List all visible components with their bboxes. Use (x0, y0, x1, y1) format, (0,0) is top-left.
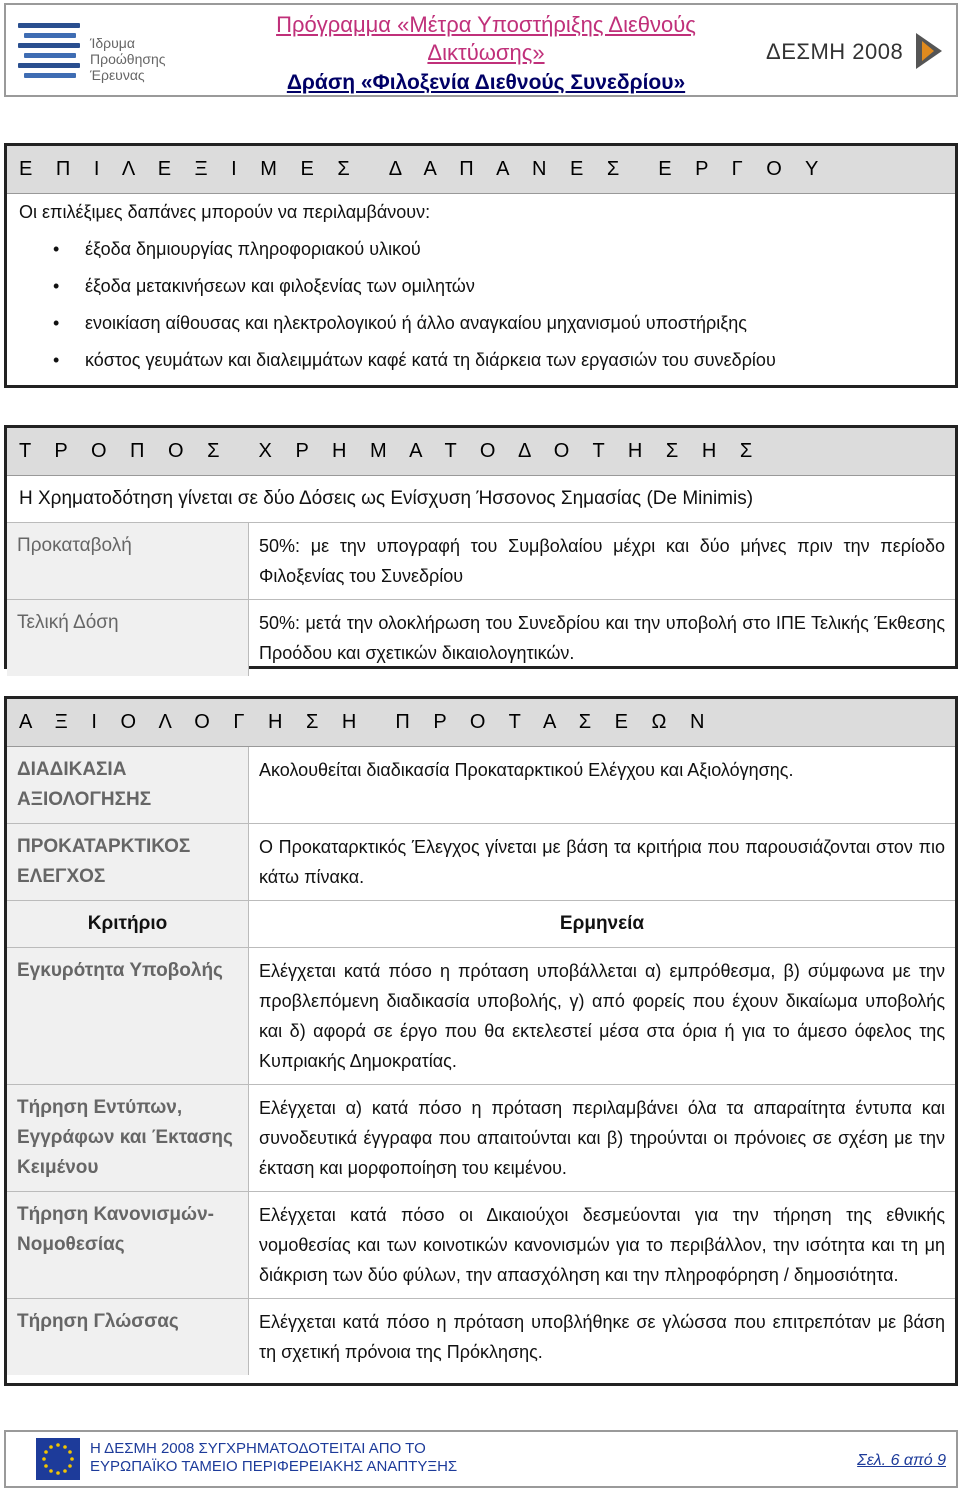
list-item: • ενοικίαση αίθουσας και ηλεκτρολογικού ή άλλο αναγκαίου μηχανισμού υποστήριξης (19, 305, 955, 342)
instalment-label: Τελική Δόση (7, 600, 249, 676)
table-row (7, 1192, 955, 1299)
funding-method-heading (7, 428, 955, 476)
heading-word: Π Ρ Ο Τ Α Σ Ε Ω Ν (395, 711, 714, 733)
footer-cofunding-text (90, 1440, 457, 1476)
eligible-expenses-heading (7, 146, 955, 194)
criterion-label: Εγκυρότητα Υποβολής (7, 948, 249, 1084)
instalment-text: 50%: με την υπογραφή του Συμβολαίου μέχρι και δύο μήνες πριν την περίοδο Φιλοξενίας του Συνεδρίου (259, 536, 945, 586)
ipe-logo-line-2: Προώθησης (90, 51, 166, 67)
evaluation-heading (7, 699, 955, 747)
programme-title: Πρόγραμμα «Μέτρα Υποστήριξης Διεθνούς Δικτύωσης» (276, 12, 696, 65)
criterion-text: Ελέγχεται κατά πόσο η πρόταση υποβλήθηκε σε γλώσσα που επιτρεπόταν με βάση τη σχετική πρόνοια της Πρόκλησης. (259, 1312, 945, 1362)
criteria-table-header (7, 901, 955, 948)
page-header (4, 3, 958, 97)
table-row (7, 1299, 955, 1375)
eligible-intro: Οι επιλέξιμες δαπάνες μπορούν να περιλαμβάνουν: (19, 202, 431, 222)
criterion-text: Ελέγχεται α) κατά πόσο η πρόταση περιλαμβάνει όλα τα απαραίτητα έντυπα και συνοδευτικά έγγραφα που απαιτούνται και β) τηρούνται οι πρόνοιες σε σχέση με την έκταση και μορφοποίηση του κειμένου. (259, 1098, 945, 1178)
table-row (7, 523, 955, 600)
criterion-column-header: Κριτήριο (7, 901, 249, 947)
interpretation-column-header: Ερμηνεία (559, 913, 645, 934)
criterion-text: Ελέγχεται κατά πόσο οι Δικαιούχοι δεσμεύονται για την τήρηση της εθνικής νομοθεσίας και των κοινοτικών κανονισμών για το περιβάλλον, την ισότητα και τη μη διάκριση των δύο φύλων, την απασχόληση και την πληροφόρηση / δημοσιότητα. (259, 1205, 945, 1285)
table-row (7, 948, 955, 1085)
funding-intro: Η Χρηματοδότηση γίνεται σε δύο Δόσεις ως Ενίσχυση Ήσσονος Σημασίας (De Minimis) (7, 476, 955, 523)
desmi-mark-icon (912, 29, 946, 73)
heading-word: Δ Α Π Α Ν Ε Σ (388, 158, 629, 180)
ipe-logo-text (90, 35, 166, 83)
ipe-logo-mark (18, 23, 80, 83)
table-row (7, 600, 955, 676)
page-number: Σελ. 6 από 9 (857, 1452, 946, 1469)
ipe-logo (14, 15, 204, 87)
action-subtitle: Δράση «Φιλοξενία Διεθνούς Συνεδρίου» (286, 71, 686, 94)
evaluation-text: Ακολουθείται διαδικασία Προκαταρκτικού Ελέγχου και Αξιολόγησης. (259, 760, 794, 780)
funding-method-section (4, 425, 958, 669)
heading-word: Α Ξ Ι Ο Λ Ο Γ Η Σ Η (19, 711, 366, 733)
table-row (7, 1085, 955, 1192)
eu-flag-icon (36, 1438, 80, 1480)
heading-word: Χ Ρ Η Μ Α Τ Ο Δ Ο Τ Η Σ Η Σ (258, 440, 762, 462)
ipe-logo-line-1: Ίδρυμα (90, 35, 135, 51)
desmi-logo-text: ΔΕΣΜΗ 2008 (766, 39, 904, 64)
evaluation-label: ΠΡΟΚΑΤΑΡΚΤΙΚΟΣ ΕΛΕΓΧΟΣ (7, 824, 249, 900)
heading-word: Ε Π Ι Λ Ε Ξ Ι Μ Ε Σ (19, 158, 359, 180)
desmi-logo (766, 29, 946, 73)
proposal-evaluation-section (4, 696, 958, 1386)
ipe-logo-line-3: Έρευνας (90, 67, 145, 83)
criterion-label: Τήρηση Κανονισμών- Νομοθεσίας (7, 1192, 249, 1298)
heading-word: Τ Ρ Ο Π Ο Σ (19, 440, 229, 462)
eligible-expenses-section (4, 143, 958, 388)
footer-line-1: Η ΔΕΣΜΗ 2008 ΣΥΓΧΡΗΜΑΤΟΔΟΤΕΙΤΑΙ ΑΠΟ ΤΟ (90, 1440, 426, 1457)
list-item: • έξοδα δημιουργίας πληροφοριακού υλικού (19, 231, 955, 268)
evaluation-label: ΔΙΑΔΙΚΑΣΙΑ ΑΞΙΟΛΟΓΗΣΗΣ (7, 747, 249, 823)
criterion-label: Τήρηση Εντύπων, Εγγράφων και Έκτασης Κειμένου (7, 1085, 249, 1191)
criterion-text: Ελέγχεται κατά πόσο η πρόταση υποβάλλεται α) εμπρόθεσμα, β) σύμφωνα με την προβλεπόμενη διαδικασία υποβολής, γ) από φορείς που έχουν δικαίωμα υποβολής και δ) αφορά σε έργο που θα εκτελεστεί μέσα στα όρια ή για το άμεσο όφελος της Κυπριακής Δημοκρατίας. (259, 961, 945, 1071)
page-footer (4, 1430, 958, 1488)
table-row (7, 824, 955, 901)
list-item: • κόστος γευμάτων και διαλειμμάτων καφέ κατά τη διάρκεια των εργασιών του συνεδρίου (19, 342, 955, 379)
eligible-list (7, 231, 955, 379)
list-item: • έξοδα μετακινήσεων και φιλοξενίας των ομιλητών (19, 268, 955, 305)
criterion-label: Τήρηση Γλώσσας (7, 1299, 249, 1375)
instalment-text: 50%: μετά την ολοκλήρωση του Συνεδρίου και την υποβολή στο ΙΠΕ Τελικής Έκθεσης Προόδου και σχετικών δικαιολογητικών. (259, 613, 945, 663)
table-row (7, 747, 955, 824)
instalment-label: Προκαταβολή (7, 523, 249, 599)
evaluation-text: Ο Προκαταρκτικός Έλεγχος γίνεται με βάση τα κριτήρια που παρουσιάζονται στον πιο κάτω πίνακα. (259, 837, 945, 887)
heading-word: Ε Ρ Γ Ο Υ (658, 158, 828, 180)
footer-line-2: ΕΥΡΩΠΑΪΚΟ ΤΑΜΕΙΟ ΠΕΡΙΦΕΡΕΙΑΚΗΣ ΑΝΑΠΤΥΞΗΣ (90, 1458, 458, 1475)
